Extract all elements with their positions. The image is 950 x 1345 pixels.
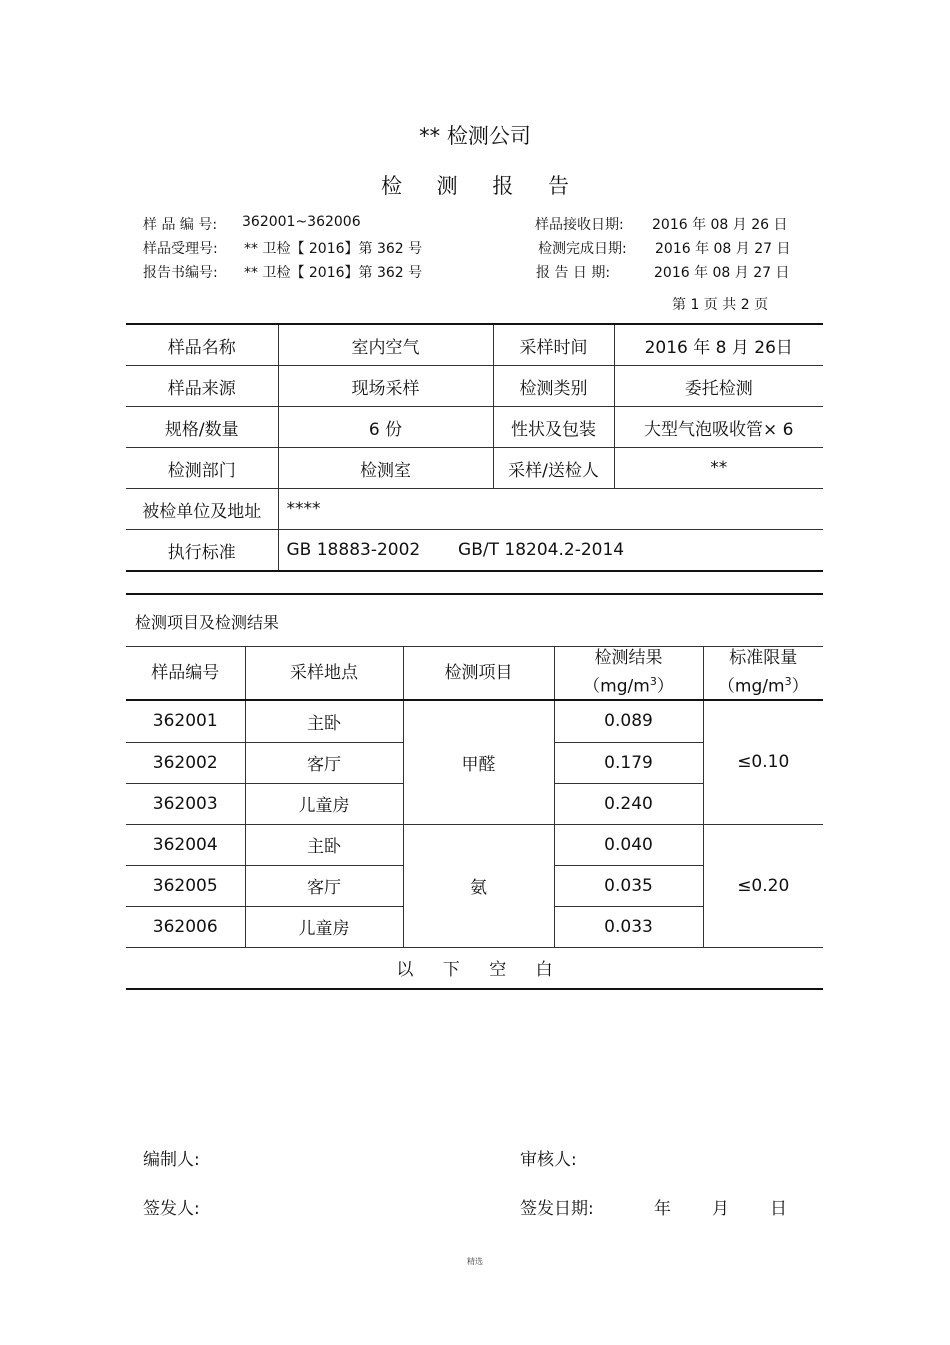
test-type-label: 检测类别 [493, 366, 614, 407]
spec-value: 6 份 [278, 407, 493, 448]
info-row [126, 530, 823, 572]
header-limit [703, 647, 823, 701]
results-section-title: 检测项目及检测结果 [135, 613, 280, 632]
accept-no-value: ** 卫检【 2016】第 362 号 [244, 241, 423, 257]
row-sample-no: 362001 [126, 700, 245, 742]
header-result-line1: 检测结果 [594, 648, 663, 669]
row-value: 0.035 [554, 865, 703, 906]
page-info: 第 1 页 共 2 页 [672, 297, 769, 313]
sample-no-label: 样 品 编 号: [143, 217, 218, 233]
row-location: 主卧 [245, 824, 403, 865]
group-item: 氨 [403, 824, 554, 947]
row-value: 0.040 [554, 824, 703, 865]
info-row [126, 366, 823, 407]
compiler-label: 编制人: [143, 1150, 200, 1170]
issue-date-month: 月 [712, 1199, 729, 1219]
row-sample-no: 362004 [126, 824, 245, 865]
row-sample-no: 362002 [126, 742, 245, 783]
reviewer-label: 审核人: [520, 1150, 577, 1170]
dept-value: 检测室 [278, 448, 493, 489]
issue-date-year: 年 [654, 1199, 671, 1219]
row-value: 0.089 [554, 700, 703, 742]
row-location: 客厅 [245, 742, 403, 783]
header-limit-unit-sup: 3 [784, 675, 792, 689]
row-value: 0.179 [554, 742, 703, 783]
report-date-label: 报 告 日 期: [536, 265, 611, 281]
header-limit-line1: 标准限量 [729, 648, 798, 669]
table-row [126, 824, 823, 865]
footnote: 精选 [467, 1257, 483, 1266]
end-text: 以 下 空 白 [126, 947, 823, 989]
sample-name-value: 室内空气 [278, 324, 493, 366]
package-value: 大型气泡吸收管× 6 [614, 407, 823, 448]
row-sample-no: 362005 [126, 865, 245, 906]
sampling-time-label: 采样时间 [493, 324, 614, 366]
accept-no-label: 样品受理号: [143, 241, 218, 257]
dept-label: 检测部门 [126, 448, 278, 489]
issuer-label: 签发人: [143, 1199, 200, 1219]
sample-info-table [126, 323, 823, 572]
package-label: 性状及包装 [493, 407, 614, 448]
row-location: 儿童房 [245, 783, 403, 824]
header-item: 检测项目 [403, 647, 554, 701]
header-location: 采样地点 [245, 647, 403, 701]
group-limit: ≤0.10 [703, 700, 823, 824]
row-location: 儿童房 [245, 906, 403, 947]
report-date-value: 2016 年 08 月 27 日 [654, 265, 790, 281]
spec-label: 规格/数量 [126, 407, 278, 448]
standard-label: 执行标准 [126, 530, 278, 572]
row-sample-no: 362003 [126, 783, 245, 824]
header-result-line2 [555, 670, 703, 699]
test-type-value: 委托检测 [614, 366, 823, 407]
header-result-unit: （mg/m [583, 676, 650, 697]
info-row [126, 489, 823, 530]
end-row [126, 947, 823, 989]
header-limit-unit: （mg/m [717, 676, 785, 697]
receive-date-value: 2016 年 08 月 26 日 [652, 217, 788, 233]
row-location: 主卧 [245, 700, 403, 742]
results-table [126, 646, 823, 990]
sample-name-label: 样品名称 [126, 324, 278, 366]
sender-label: 采样/送检人 [493, 448, 614, 489]
unit-value: **** [278, 489, 823, 530]
report-no-label: 报告书编号: [143, 265, 218, 281]
standard-value: GB 18883-2002 GB/T 18204.2-2014 [278, 530, 823, 572]
header-result-unit-close: ） [656, 676, 674, 697]
header-limit-unit-close: ） [791, 676, 809, 697]
sample-source-value: 现场采样 [278, 366, 493, 407]
finish-date-label: 检测完成日期: [538, 241, 627, 257]
sample-no-value: 362001~362006 [242, 214, 361, 230]
group-item: 甲醛 [403, 700, 554, 824]
sample-source-label: 样品来源 [126, 366, 278, 407]
sampling-time-value: 2016 年 8 月 26日 [614, 324, 823, 366]
finish-date-value: 2016 年 08 月 27 日 [655, 241, 791, 257]
results-header-row [126, 647, 823, 701]
issue-date-day: 日 [770, 1199, 787, 1219]
report-title: 检 测 报 告 [380, 174, 584, 198]
row-sample-no: 362006 [126, 906, 245, 947]
unit-label: 被检单位及地址 [126, 489, 278, 530]
row-location: 客厅 [245, 865, 403, 906]
issue-date-label: 签发日期: [520, 1199, 594, 1219]
sender-value: ** [614, 448, 823, 489]
group-limit: ≤0.20 [703, 824, 823, 947]
info-row [126, 407, 823, 448]
row-value: 0.033 [554, 906, 703, 947]
receive-date-label: 样品接收日期: [535, 217, 624, 233]
table-row [126, 700, 823, 742]
report-no-value: ** 卫检【 2016】第 362 号 [244, 265, 423, 281]
header-limit-line2 [704, 670, 824, 699]
company-name: ** 检测公司 [419, 124, 531, 148]
header-result-unit-sup: 3 [649, 675, 657, 689]
row-value: 0.240 [554, 783, 703, 824]
section-divider [126, 593, 823, 595]
header-result [554, 647, 703, 701]
info-row [126, 324, 823, 366]
header-sample-no: 样品编号 [126, 647, 245, 701]
info-row [126, 448, 823, 489]
